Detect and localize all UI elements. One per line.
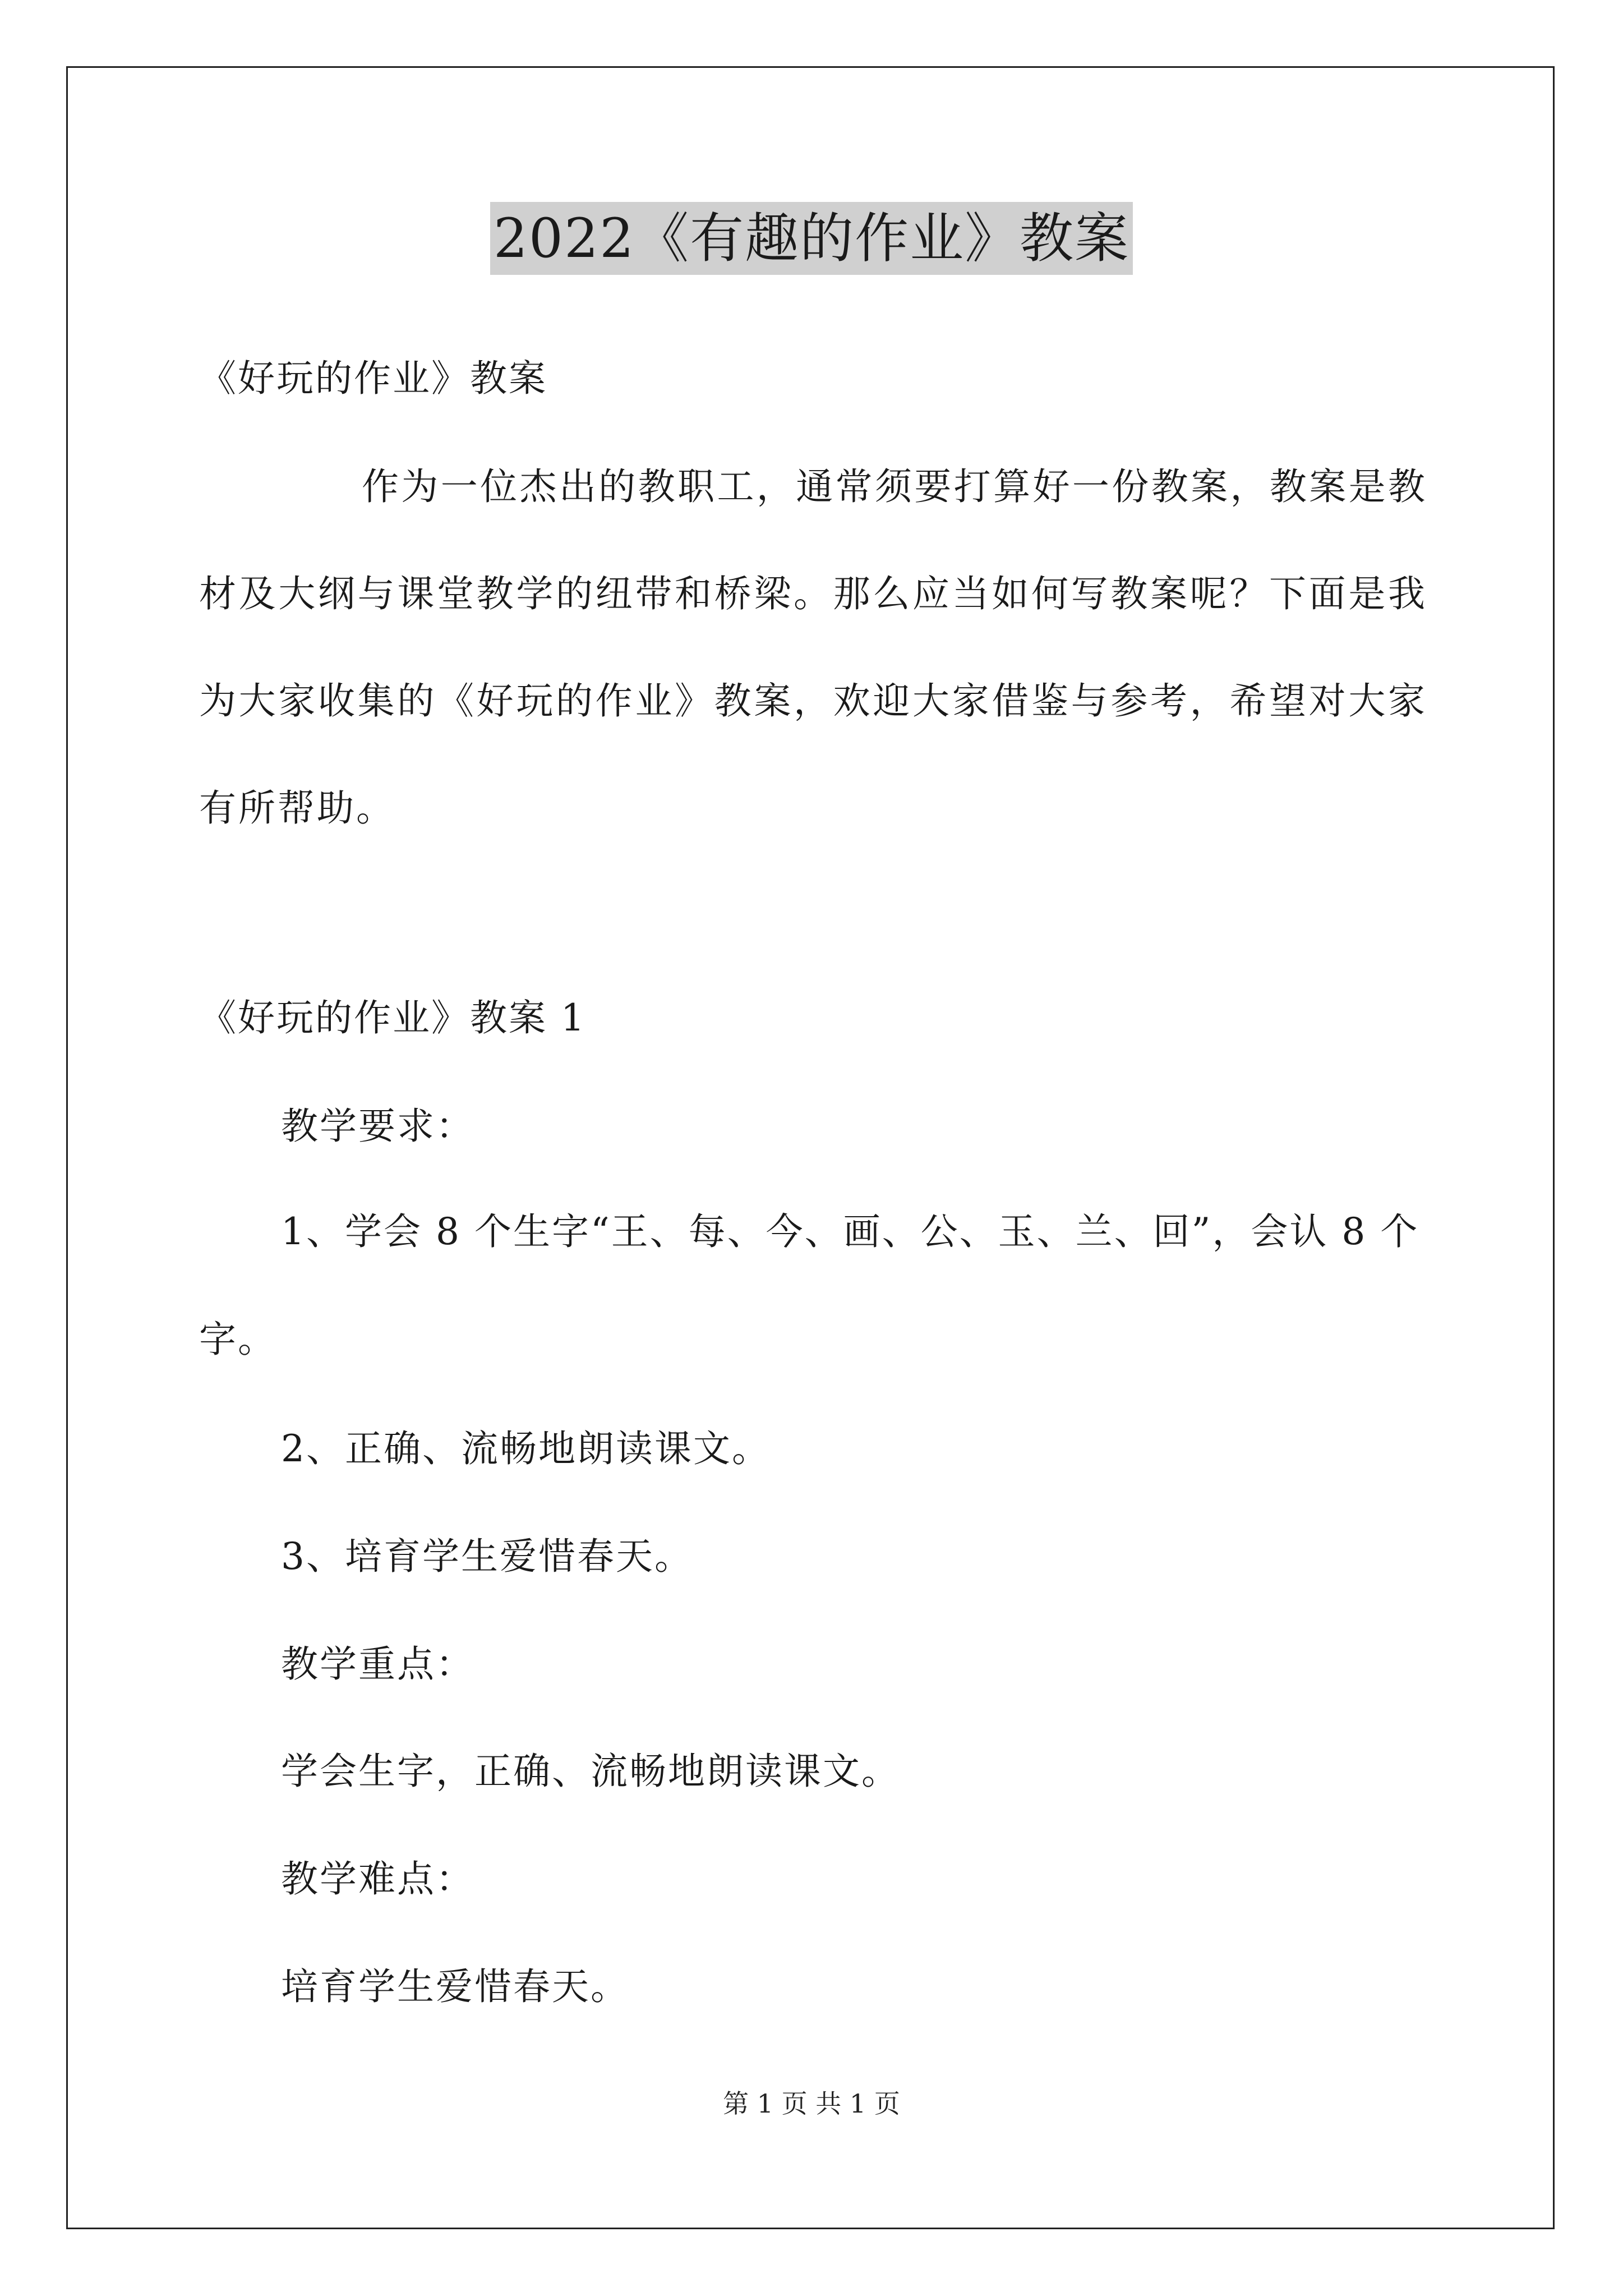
- requirement-2: 2、正确、流畅地朗读课文。: [281, 1427, 771, 1470]
- difficulties-label: 教学难点：: [281, 1857, 474, 1901]
- subtitle: 《好玩的作业》教案: [199, 357, 547, 400]
- difficulties-text: 培育学生爱惜春天。: [281, 1965, 629, 2008]
- key-points-text: 学会生字，正确、流畅地朗读课文。: [281, 1750, 900, 1793]
- teaching-requirements-label: 教学要求：: [281, 1105, 474, 1148]
- section-heading: 《好玩的作业》教案 1: [199, 996, 586, 1039]
- title-container: [0, 202, 1623, 275]
- page-footer: 第 1 页 共 1 页: [723, 2088, 900, 2119]
- requirement-1: 1、学会 8 个生字“王、每、今、画、公、玉、兰、回”，会认 8 个字。: [199, 1210, 1419, 1361]
- intro-paragraph: 作为一位杰出的教职工，通常须要打算好一份教案，教案是教材及大纲与课堂教学的纽带和桥梁。那么应当如何写教案呢？下面是我为大家收集的《好玩的作业》教案，欢迎大家借鉴与参考，希望对大家有所帮助。: [199, 465, 1427, 830]
- key-points-label: 教学重点：: [281, 1642, 474, 1686]
- requirement-3: 3、培育学生爱惜春天。: [281, 1535, 693, 1578]
- document-title: 2022《有趣的作业》教案: [490, 202, 1133, 275]
